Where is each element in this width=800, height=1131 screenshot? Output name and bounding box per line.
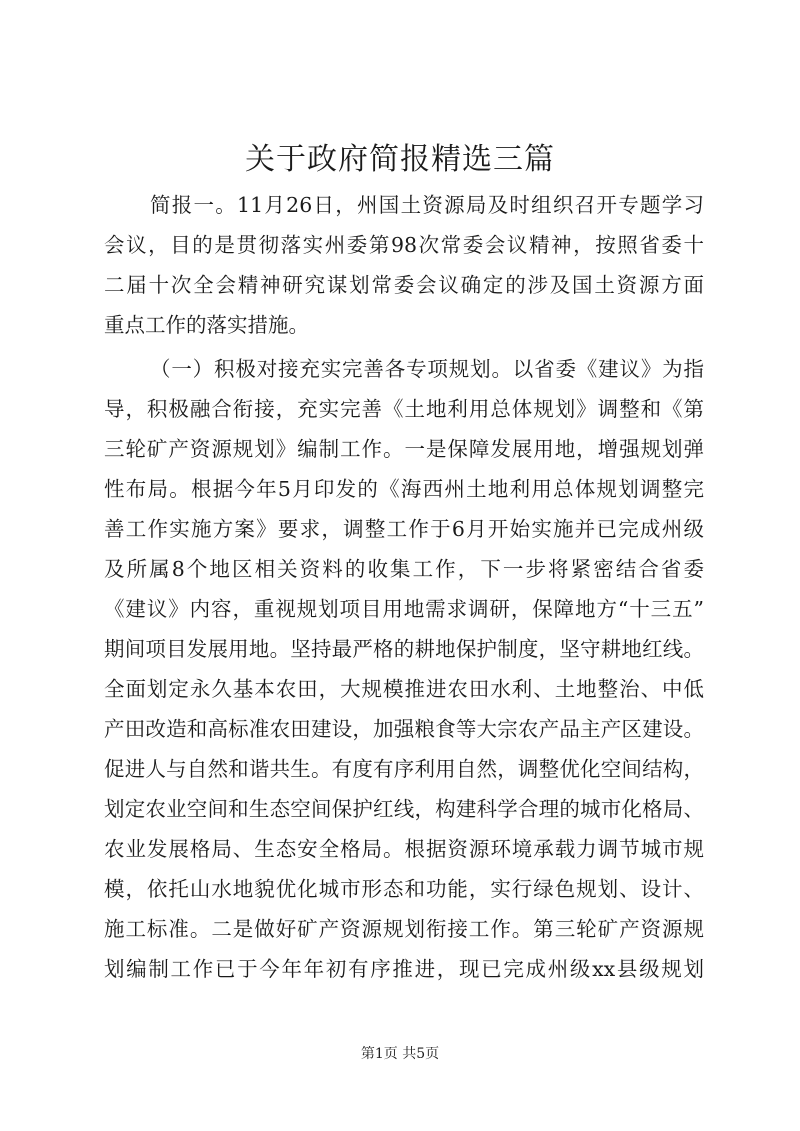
document-title: 关于政府简报精选三篇 bbox=[245, 142, 555, 177]
paragraph-2-line-9: 全面划定永久基本农田，大规模推进农田水利、土地整治、中低 bbox=[104, 677, 704, 701]
paragraph-2-line-1: （一）积极对接充实完善各专项规划。以省委《建议》为指 bbox=[150, 357, 704, 381]
paragraph-2-line-15: 施工标准。二是做好矿产资源规划衔接工作。第三轮矿产资源规 bbox=[104, 917, 704, 941]
document-body bbox=[104, 185, 704, 989]
paragraph-2-line-6: 及所属8个地区相关资料的收集工作，下一步将紧密结合省委 bbox=[104, 557, 704, 581]
paragraph-2-line-2: 导，积极融合衔接，充实完善《土地利用总体规划》调整和《第 bbox=[104, 397, 704, 421]
paragraph-2-line-14: 模，依托山水地貌优化城市形态和功能，实行绿色规划、设计、 bbox=[104, 877, 704, 901]
paragraph-2-line-3: 三轮矿产资源规划》编制工作。一是保障发展用地，增强规划弹 bbox=[104, 437, 704, 461]
paragraph-1-line-4: 重点工作的落实措施。 bbox=[104, 313, 309, 337]
page-footer: 第1页 共5页 bbox=[360, 1046, 440, 1062]
paragraph-2-line-5: 善工作实施方案》要求，调整工作于6月开始实施并已完成州级 bbox=[104, 517, 704, 541]
paragraph-2-line-12: 划定农业空间和生态空间保护红线，构建科学合理的城市化格局、 bbox=[104, 797, 704, 821]
paragraph-2-line-16: 划编制工作已于今年年初有序推进，现已完成州级xx县级规划 bbox=[104, 957, 704, 981]
paragraph-1-line-2: 会议，目的是贯彻落实州委第98次常委会议精神，按照省委十 bbox=[104, 233, 704, 257]
paragraph-2-line-8: 期间项目发展用地。坚持最严格的耕地保护制度，坚守耕地红线。 bbox=[104, 637, 704, 661]
paragraph-2-line-7: 《建议》内容，重视规划项目用地需求调研，保障地方“十三五” bbox=[104, 597, 704, 621]
paragraph-2-line-11: 促进人与自然和谐共生。有度有序利用自然，调整优化空间结构， bbox=[104, 757, 704, 781]
paragraph-2-line-10: 产田改造和高标准农田建设，加强粮食等大宗农产品主产区建设。 bbox=[104, 717, 704, 741]
paragraph-1-line-3: 二届十次全会精神研究谋划常委会议确定的涉及国土资源方面 bbox=[104, 273, 704, 297]
paragraph-1-line-1: 简报一。11月26日，州国土资源局及时组织召开专题学习 bbox=[150, 193, 704, 217]
paragraph-2-line-13: 农业发展格局、生态安全格局。根据资源环境承载力调节城市规 bbox=[104, 837, 704, 861]
paragraph-2-line-4: 性布局。根据今年5月印发的《海西州土地利用总体规划调整完 bbox=[104, 477, 704, 501]
